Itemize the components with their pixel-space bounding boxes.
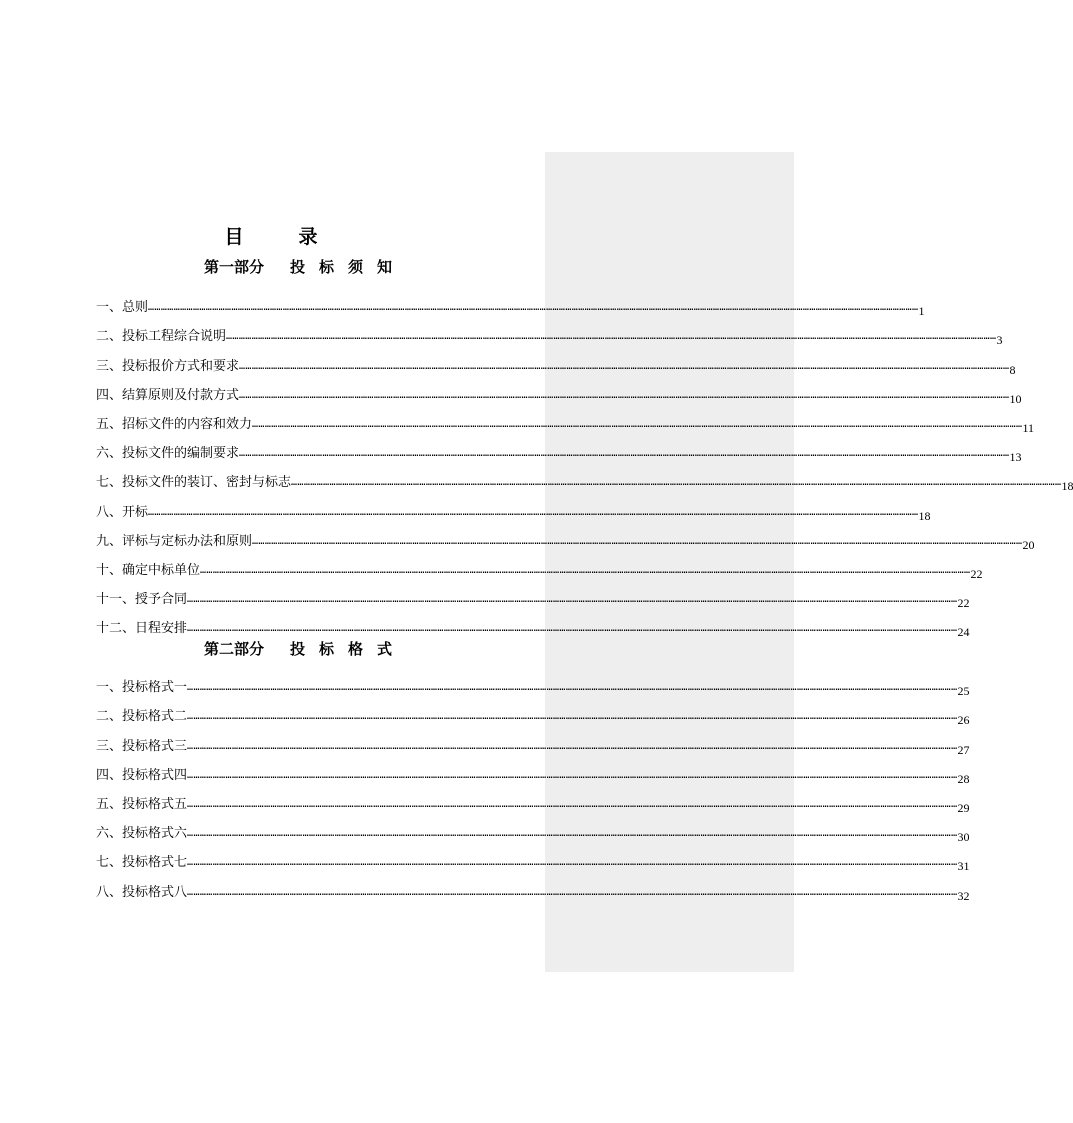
toc-entry-label: 九、评标与定标办法和原则: [96, 533, 253, 549]
toc-list-part1: [96, 289, 1073, 640]
toc-entry[interactable]: [96, 289, 925, 319]
toc-entry-number: 七、: [96, 855, 123, 871]
toc-entry-page: 28: [957, 771, 970, 786]
dot-leader: ………………………………………………………………………………………………………………………………………………………………………………………………………………………………………………………………………………………………………………………………: [148, 506, 919, 518]
dot-leader: ………………………………………………………………………………………………………………………………………………………………………………………………………………………………………………………………………………………………………………………………: [187, 623, 958, 635]
toc-entry-number: 三、: [96, 738, 123, 754]
toc-entry-label: 八、开标: [96, 504, 149, 520]
toc-entry[interactable]: [96, 669, 970, 699]
toc-entry-page: 11: [1022, 420, 1035, 435]
toc-entry-page: 20: [1022, 537, 1035, 552]
part2-heading: [0, 638, 610, 660]
toc-entry[interactable]: [96, 610, 970, 640]
dot-leader: ………………………………………………………………………………………………………………………………………………………………………………………………………………………………………………………………………………………………………………………………: [239, 389, 1010, 401]
toc-entry-page: 31: [957, 859, 970, 874]
part1-title: 投标须知: [290, 258, 407, 276]
part2-label: 第二部分: [203, 640, 264, 658]
dot-leader: ………………………………………………………………………………………………………………………………………………………………………………………………………………………………………………………………………………………………………………………………: [187, 828, 958, 840]
toc-entry[interactable]: [96, 698, 970, 728]
toc-entry-page: 3: [996, 333, 1003, 348]
toc-entry-page: 18: [1061, 479, 1073, 494]
toc-entry[interactable]: [96, 347, 1016, 377]
toc-title: [0, 224, 545, 250]
toc-entry[interactable]: [96, 786, 970, 815]
toc-entry-page: 13: [1009, 450, 1022, 465]
dot-leader: ………………………………………………………………………………………………………………………………………………………………………………………………………………………………………………………………………………………………………………………………: [252, 418, 1023, 430]
dot-leader: ………………………………………………………………………………………………………………………………………………………………………………………………………………………………………………………………………………………………………………………………: [187, 798, 958, 810]
toc-entry[interactable]: [96, 757, 970, 786]
toc-entry-label: 投标格式八: [122, 884, 188, 900]
toc-entry-page: 29: [957, 800, 970, 815]
dot-leader: ………………………………………………………………………………………………………………………………………………………………………………………………………………………………………………………………………………………………………………………………: [239, 360, 1010, 372]
part1-heading: [0, 256, 610, 278]
dot-leader: ………………………………………………………………………………………………………………………………………………………………………………………………………………………………………………………………………………………………………………………………: [239, 448, 1010, 460]
dot-leader: ………………………………………………………………………………………………………………………………………………………………………………………………………………………………………………………………………………………………………………………………: [187, 769, 958, 781]
toc-entry-label: 六、投标文件的编制要求: [96, 446, 240, 462]
toc-entry-number: 一、: [96, 680, 123, 696]
toc-entry-page: 1: [918, 304, 925, 319]
toc-entry-page: 22: [970, 566, 983, 581]
toc-entry-page: 25: [957, 684, 970, 699]
toc-entry-label: 十二、日程安排: [96, 621, 188, 637]
toc-entry[interactable]: [96, 523, 1035, 552]
toc-entry-label: 二、投标工程综合说明: [96, 329, 227, 345]
toc-entry-page: 10: [1009, 391, 1022, 406]
toc-title-left: 目: [224, 226, 247, 248]
toc-entry[interactable]: [96, 552, 983, 581]
dot-leader: ………………………………………………………………………………………………………………………………………………………………………………………………………………………………………………………………………………………………………………………………: [200, 564, 971, 576]
toc-entry-label: 三、投标报价方式和要求: [96, 358, 240, 374]
toc-entry[interactable]: [96, 493, 931, 523]
toc-entry-label: 一、总则: [96, 300, 149, 316]
toc-entry-number: 八、: [96, 884, 123, 900]
toc-entry-page: 30: [957, 830, 970, 845]
toc-entry-page: 24: [957, 625, 970, 640]
toc-entry-label: 七、投标文件的装订、密封与标志: [96, 475, 292, 491]
dot-leader: ………………………………………………………………………………………………………………………………………………………………………………………………………………………………………………………………………………………………………………………………: [187, 886, 958, 898]
toc-entry-label: 投标格式五: [122, 796, 188, 812]
dot-leader: ………………………………………………………………………………………………………………………………………………………………………………………………………………………………………………………………………………………………………………………………: [187, 711, 958, 723]
toc-entry-number: 二、: [96, 709, 123, 725]
toc-entry[interactable]: [96, 377, 1022, 406]
toc-entry-label: 投标格式一: [122, 680, 188, 696]
toc-entry-page: 32: [957, 888, 970, 903]
part1-label: 第一部分: [203, 258, 264, 276]
toc-entry-label: 十、确定中标单位: [96, 562, 201, 578]
toc-entry[interactable]: [96, 727, 970, 757]
toc-entry-number: 四、: [96, 767, 123, 783]
toc-entry-page: 26: [957, 713, 970, 728]
toc-entry-page: 18: [918, 508, 931, 523]
dot-leader: ………………………………………………………………………………………………………………………………………………………………………………………………………………………………………………………………………………………………………………………………: [187, 857, 958, 869]
dot-leader: ………………………………………………………………………………………………………………………………………………………………………………………………………………………………………………………………………………………………………………………………: [252, 535, 1023, 547]
toc-entry-label: 投标格式四: [122, 767, 188, 783]
toc-list-part2: [96, 669, 970, 903]
dot-leader: ………………………………………………………………………………………………………………………………………………………………………………………………………………………………………………………………………………………………………………………………: [226, 331, 997, 343]
part2-title: 投标格式: [290, 640, 407, 658]
toc-entry[interactable]: [96, 873, 970, 903]
toc-entry[interactable]: [96, 581, 970, 611]
toc-entry-label: 十一、授予合同: [96, 592, 188, 608]
toc-entry-label: 投标格式二: [122, 709, 188, 725]
toc-entry-page: 27: [957, 742, 970, 757]
toc-entry-label: 投标格式七: [122, 855, 188, 871]
toc-entry-label: 五、招标文件的内容和效力: [96, 416, 253, 432]
toc-entry[interactable]: [96, 406, 1035, 435]
toc-entry-page: 8: [1009, 362, 1016, 377]
toc-entry[interactable]: [96, 844, 970, 874]
toc-title-right: 录: [298, 226, 321, 248]
dot-leader: ………………………………………………………………………………………………………………………………………………………………………………………………………………………………………………………………………………………………………………………………: [187, 682, 958, 694]
dot-leader: ………………………………………………………………………………………………………………………………………………………………………………………………………………………………………………………………………………………………………………………………: [291, 477, 1062, 489]
toc-entry[interactable]: [96, 318, 1003, 348]
toc-entry[interactable]: [96, 464, 1073, 494]
toc-entry-label: 四、结算原则及付款方式: [96, 387, 240, 403]
toc-entry[interactable]: [96, 435, 1022, 465]
dot-leader: ………………………………………………………………………………………………………………………………………………………………………………………………………………………………………………………………………………………………………………………………: [187, 740, 958, 752]
toc-entry-number: 六、: [96, 826, 123, 842]
toc-entry-label: 投标格式六: [122, 826, 188, 842]
toc-entry-page: 22: [957, 596, 970, 611]
toc-entry[interactable]: [96, 815, 970, 845]
dot-leader: ………………………………………………………………………………………………………………………………………………………………………………………………………………………………………………………………………………………………………………………………: [148, 302, 919, 314]
dot-leader: ………………………………………………………………………………………………………………………………………………………………………………………………………………………………………………………………………………………………………………………………: [187, 594, 958, 606]
toc-entry-number: 五、: [96, 796, 123, 812]
toc-entry-label: 投标格式三: [122, 738, 188, 754]
